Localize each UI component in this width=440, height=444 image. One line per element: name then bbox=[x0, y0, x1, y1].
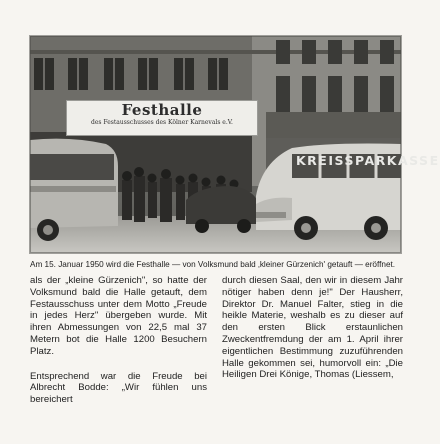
historic-photo bbox=[30, 36, 440, 253]
festhalle-sign-title: Festhalle bbox=[121, 101, 203, 119]
photo-scene bbox=[30, 36, 401, 253]
kreissparkasse-sign: KREISSPARKASSE bbox=[296, 153, 440, 168]
festhalle-sign-subtitle: des Festausschusses des Kölner Karnevals e.V. bbox=[91, 119, 233, 126]
photo-caption: Am 15. Januar 1950 wird die Festhalle — von Volksmund bald ‚kleiner Gürzenich' getauft — eröffnet. bbox=[30, 260, 396, 269]
paragraph: durch diesen Saal, den wir in diesem Jahr nötiger haben denn je!" Der Hausherr, Direktor Dr. Manuel Falter, stieg in die heikle Materie, weshalb es zu dieser auf den ersten Blick erstaunlichen Zweckentfremdung der am 1. April ihrer eigentlichen Bestimmung zuzuführenden Halle gekommen sei, humorvoll ein: „Die Heiligen Drei Könige, Thomas (Liessem, bbox=[222, 275, 403, 381]
text-column-left bbox=[30, 275, 207, 406]
text-column-right bbox=[222, 275, 403, 381]
festhalle-sign bbox=[66, 100, 258, 136]
paragraph: als der „kleine Gürzenich", so hatte der Volksmund bald die Halle getauft, dem Festausschuss unter dem Motto „Freude in jedes Herz" übergeben wurde. Mit ihren Abmessungen von 22,5 mal 37 Metern bot die Halle 1200 Besuchern Platz. bbox=[30, 275, 207, 357]
paragraph: Entsprechend war die Freude bei Albrecht Bodde: „Wir fühlen uns bereichert bbox=[30, 370, 207, 406]
